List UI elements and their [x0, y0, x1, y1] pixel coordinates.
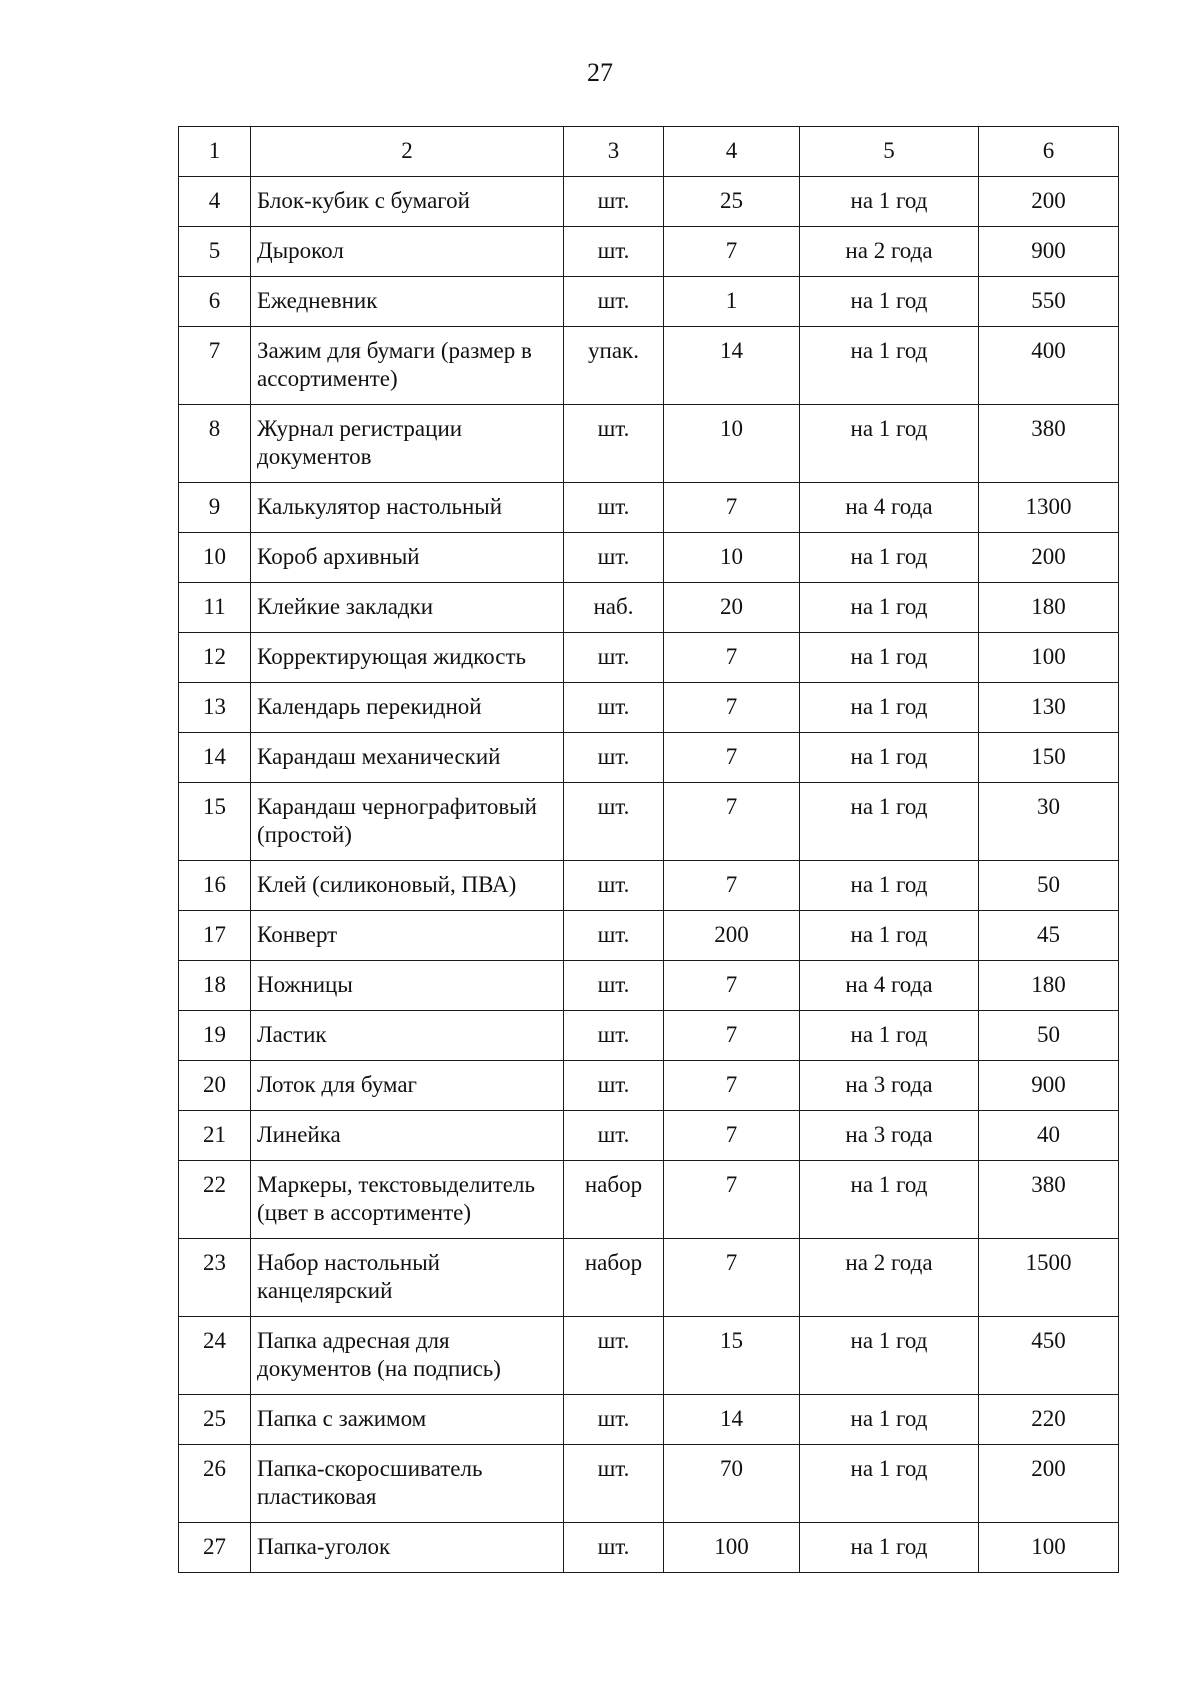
quantity-cell: 7 — [664, 961, 800, 1011]
table-row — [179, 227, 1119, 277]
quantity-cell: 7 — [664, 683, 800, 733]
quantity-cell: 7 — [664, 1239, 800, 1317]
price-cell: 1300 — [979, 483, 1119, 533]
quantity-cell: 10 — [664, 533, 800, 583]
term-cell: на 3 года — [800, 1061, 979, 1111]
row-number-cell: 15 — [179, 783, 251, 861]
row-number-cell: 17 — [179, 911, 251, 961]
item-name-cell: Папка-скоросшиватель пластиковая — [251, 1445, 564, 1523]
row-number-cell: 20 — [179, 1061, 251, 1111]
table-row — [179, 1011, 1119, 1061]
quantity-cell: 7 — [664, 227, 800, 277]
table-row — [179, 1317, 1119, 1395]
term-cell: на 2 года — [800, 1239, 979, 1317]
price-cell: 380 — [979, 1161, 1119, 1239]
table-row — [179, 1445, 1119, 1523]
row-number-cell: 26 — [179, 1445, 251, 1523]
quantity-cell: 25 — [664, 177, 800, 227]
unit-cell: шт. — [564, 1111, 664, 1161]
table-row — [179, 783, 1119, 861]
table-row — [179, 533, 1119, 583]
price-cell: 30 — [979, 783, 1119, 861]
quantity-cell: 70 — [664, 1445, 800, 1523]
price-cell: 1500 — [979, 1239, 1119, 1317]
unit-cell: шт. — [564, 227, 664, 277]
price-cell: 380 — [979, 405, 1119, 483]
price-cell: 100 — [979, 633, 1119, 683]
header-cell-6: 6 — [979, 127, 1119, 177]
page-number: 27 — [587, 58, 613, 87]
price-cell: 900 — [979, 227, 1119, 277]
unit-cell: шт. — [564, 1395, 664, 1445]
header-cell-5: 5 — [800, 127, 979, 177]
table-row — [179, 583, 1119, 633]
price-cell: 100 — [979, 1523, 1119, 1573]
table-row — [179, 1395, 1119, 1445]
row-number-cell: 12 — [179, 633, 251, 683]
term-cell: на 2 года — [800, 227, 979, 277]
unit-cell: шт. — [564, 277, 664, 327]
table-row — [179, 633, 1119, 683]
term-cell: на 1 год — [800, 783, 979, 861]
unit-cell: шт. — [564, 177, 664, 227]
table-row — [179, 405, 1119, 483]
row-number-cell: 8 — [179, 405, 251, 483]
row-number-cell: 23 — [179, 1239, 251, 1317]
term-cell: на 1 год — [800, 327, 979, 405]
term-cell: на 1 год — [800, 1523, 979, 1573]
unit-cell: шт. — [564, 405, 664, 483]
header-cell-4: 4 — [664, 127, 800, 177]
unit-cell: шт. — [564, 633, 664, 683]
item-name-cell: Дырокол — [251, 227, 564, 277]
header-cell-1: 1 — [179, 127, 251, 177]
item-name-cell: Клейкие закладки — [251, 583, 564, 633]
term-cell: на 3 года — [800, 1111, 979, 1161]
item-name-cell: Набор настольный канцелярский — [251, 1239, 564, 1317]
unit-cell: шт. — [564, 961, 664, 1011]
unit-cell: упак. — [564, 327, 664, 405]
quantity-cell: 10 — [664, 405, 800, 483]
unit-cell: шт. — [564, 733, 664, 783]
price-cell: 50 — [979, 1011, 1119, 1061]
item-name-cell: Конверт — [251, 911, 564, 961]
item-name-cell: Папка-уголок — [251, 1523, 564, 1573]
quantity-cell: 20 — [664, 583, 800, 633]
row-number-cell: 10 — [179, 533, 251, 583]
price-cell: 180 — [979, 961, 1119, 1011]
table-row — [179, 1523, 1119, 1573]
item-name-cell: Папка адресная для документов (на подпись) — [251, 1317, 564, 1395]
term-cell: на 1 год — [800, 277, 979, 327]
quantity-cell: 7 — [664, 1061, 800, 1111]
quantity-cell: 14 — [664, 1395, 800, 1445]
price-cell: 450 — [979, 1317, 1119, 1395]
item-name-cell: Ежедневник — [251, 277, 564, 327]
term-cell: на 4 года — [800, 961, 979, 1011]
row-number-cell: 7 — [179, 327, 251, 405]
price-cell: 400 — [979, 327, 1119, 405]
table-row — [179, 1239, 1119, 1317]
item-name-cell: Клей (силиконовый, ПВА) — [251, 861, 564, 911]
unit-cell: наб. — [564, 583, 664, 633]
row-number-cell: 13 — [179, 683, 251, 733]
supplies-table — [178, 126, 1119, 1573]
quantity-cell: 7 — [664, 633, 800, 683]
table-row — [179, 1111, 1119, 1161]
header-cell-2: 2 — [251, 127, 564, 177]
row-number-cell: 24 — [179, 1317, 251, 1395]
row-number-cell: 9 — [179, 483, 251, 533]
price-cell: 900 — [979, 1061, 1119, 1111]
term-cell: на 1 год — [800, 911, 979, 961]
unit-cell: шт. — [564, 1445, 664, 1523]
unit-cell: шт. — [564, 783, 664, 861]
price-cell: 180 — [979, 583, 1119, 633]
item-name-cell: Календарь перекидной — [251, 683, 564, 733]
term-cell: на 4 года — [800, 483, 979, 533]
item-name-cell: Линейка — [251, 1111, 564, 1161]
table-row — [179, 683, 1119, 733]
row-number-cell: 6 — [179, 277, 251, 327]
item-name-cell: Калькулятор настольный — [251, 483, 564, 533]
term-cell: на 1 год — [800, 583, 979, 633]
unit-cell: набор — [564, 1161, 664, 1239]
price-cell: 200 — [979, 1445, 1119, 1523]
term-cell: на 1 год — [800, 861, 979, 911]
term-cell: на 1 год — [800, 533, 979, 583]
term-cell: на 1 год — [800, 405, 979, 483]
row-number-cell: 18 — [179, 961, 251, 1011]
price-cell: 40 — [979, 1111, 1119, 1161]
quantity-cell: 100 — [664, 1523, 800, 1573]
item-name-cell: Ножницы — [251, 961, 564, 1011]
row-number-cell: 25 — [179, 1395, 251, 1445]
row-number-cell: 19 — [179, 1011, 251, 1061]
row-number-cell: 4 — [179, 177, 251, 227]
table-row — [179, 733, 1119, 783]
row-number-cell: 22 — [179, 1161, 251, 1239]
table-row — [179, 177, 1119, 227]
quantity-cell: 7 — [664, 1161, 800, 1239]
item-name-cell: Журнал регистрации документов — [251, 405, 564, 483]
unit-cell: шт. — [564, 1061, 664, 1111]
item-name-cell: Короб архивный — [251, 533, 564, 583]
quantity-cell: 7 — [664, 483, 800, 533]
table-row — [179, 1061, 1119, 1111]
term-cell: на 1 год — [800, 1317, 979, 1395]
column-number-header-row — [179, 127, 1119, 177]
quantity-cell: 1 — [664, 277, 800, 327]
table-row — [179, 277, 1119, 327]
quantity-cell: 7 — [664, 783, 800, 861]
quantity-cell: 7 — [664, 1011, 800, 1061]
item-name-cell: Ластик — [251, 1011, 564, 1061]
term-cell: на 1 год — [800, 1011, 979, 1061]
row-number-cell: 27 — [179, 1523, 251, 1573]
table-row — [179, 1161, 1119, 1239]
price-cell: 45 — [979, 911, 1119, 961]
quantity-cell: 14 — [664, 327, 800, 405]
unit-cell: шт. — [564, 483, 664, 533]
unit-cell: шт. — [564, 533, 664, 583]
term-cell: на 1 год — [800, 733, 979, 783]
quantity-cell: 7 — [664, 733, 800, 783]
price-cell: 200 — [979, 533, 1119, 583]
table-row — [179, 861, 1119, 911]
item-name-cell: Блок-кубик с бумагой — [251, 177, 564, 227]
row-number-cell: 5 — [179, 227, 251, 277]
item-name-cell: Зажим для бумаги (размер в ассортименте) — [251, 327, 564, 405]
row-number-cell: 11 — [179, 583, 251, 633]
unit-cell: шт. — [564, 911, 664, 961]
quantity-cell: 200 — [664, 911, 800, 961]
quantity-cell: 7 — [664, 1111, 800, 1161]
item-name-cell: Папка с зажимом — [251, 1395, 564, 1445]
unit-cell: шт. — [564, 683, 664, 733]
header-cell-3: 3 — [564, 127, 664, 177]
price-cell: 150 — [979, 733, 1119, 783]
item-name-cell: Карандаш механический — [251, 733, 564, 783]
term-cell: на 1 год — [800, 683, 979, 733]
row-number-cell: 21 — [179, 1111, 251, 1161]
table-row — [179, 911, 1119, 961]
term-cell: на 1 год — [800, 177, 979, 227]
price-cell: 130 — [979, 683, 1119, 733]
term-cell: на 1 год — [800, 1161, 979, 1239]
price-cell: 220 — [979, 1395, 1119, 1445]
unit-cell: шт. — [564, 1011, 664, 1061]
table-row — [179, 483, 1119, 533]
term-cell: на 1 год — [800, 633, 979, 683]
unit-cell: шт. — [564, 861, 664, 911]
price-cell: 50 — [979, 861, 1119, 911]
term-cell: на 1 год — [800, 1445, 979, 1523]
term-cell: на 1 год — [800, 1395, 979, 1445]
table-row — [179, 327, 1119, 405]
price-cell: 200 — [979, 177, 1119, 227]
unit-cell: шт. — [564, 1523, 664, 1573]
quantity-cell: 7 — [664, 861, 800, 911]
unit-cell: набор — [564, 1239, 664, 1317]
unit-cell: шт. — [564, 1317, 664, 1395]
quantity-cell: 15 — [664, 1317, 800, 1395]
item-name-cell: Лоток для бумаг — [251, 1061, 564, 1111]
row-number-cell: 16 — [179, 861, 251, 911]
price-cell: 550 — [979, 277, 1119, 327]
item-name-cell: Корректирующая жидкость — [251, 633, 564, 683]
table-row — [179, 961, 1119, 1011]
item-name-cell: Маркеры, текстовыделитель (цвет в ассортименте) — [251, 1161, 564, 1239]
item-name-cell: Карандаш чернографитовый (простой) — [251, 783, 564, 861]
row-number-cell: 14 — [179, 733, 251, 783]
